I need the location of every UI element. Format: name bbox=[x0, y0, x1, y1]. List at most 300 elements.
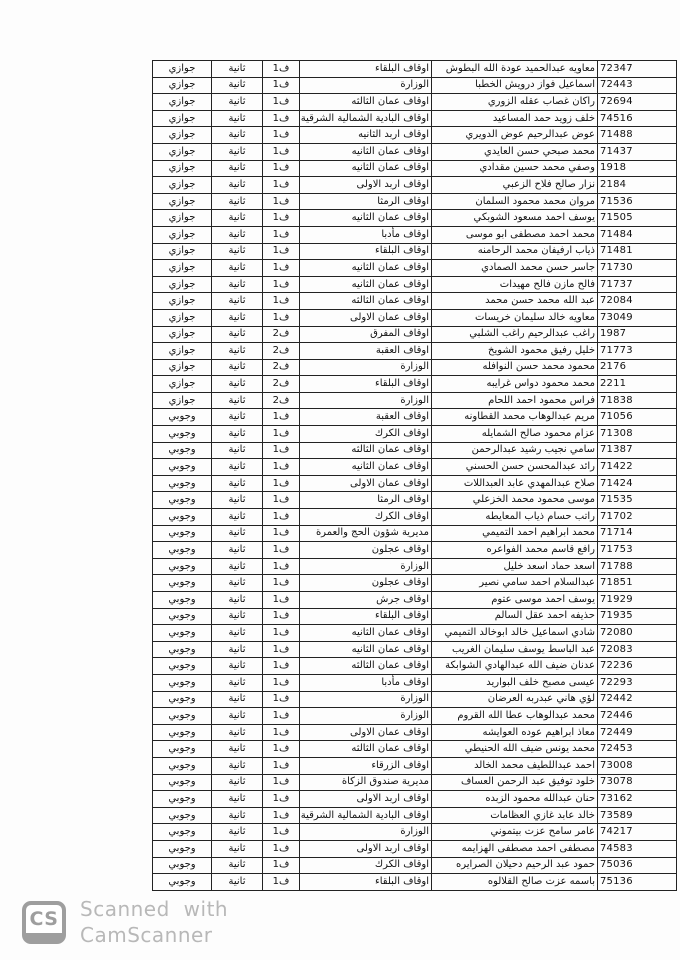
cell-employee-number: 72453 bbox=[598, 741, 677, 758]
cell-employee-number: 73049 bbox=[598, 309, 677, 326]
cell-employee-number: 72449 bbox=[598, 724, 677, 741]
cell-status: جوازي bbox=[153, 61, 212, 78]
cell-status: جوازي bbox=[153, 143, 212, 160]
table-row bbox=[153, 791, 677, 808]
cell-grade: ثانية bbox=[212, 94, 263, 111]
cell-employee-name: عبدالسلام احمد سامي نصير bbox=[432, 575, 598, 592]
table-row bbox=[153, 824, 677, 841]
cell-category: ف1 bbox=[263, 475, 300, 492]
table-row bbox=[153, 708, 677, 725]
cell-employee-name: محمد يونس ضيف الله الحنيطي bbox=[432, 741, 598, 758]
cell-employee-number: 73008 bbox=[598, 757, 677, 774]
cell-employee-name: عبد الله محمد حسن محمد bbox=[432, 293, 598, 310]
cell-grade: ثانية bbox=[212, 61, 263, 78]
cell-directorate: الوزارة bbox=[300, 824, 432, 841]
cell-status: جوازي bbox=[153, 127, 212, 144]
cell-employee-name: عدنان ضيف الله عبدالهادي الشوابكة bbox=[432, 658, 598, 675]
cell-status: وجوبي bbox=[153, 459, 212, 476]
cell-category: ف1 bbox=[263, 807, 300, 824]
cell-employee-name: محمد ابراهيم احمد التميمي bbox=[432, 525, 598, 542]
cell-employee-name: جاسر حسن محمد الصمادي bbox=[432, 260, 598, 277]
cell-directorate: اوقاف العقبة bbox=[300, 409, 432, 426]
cell-grade: ثانية bbox=[212, 376, 263, 393]
cell-grade: ثانية bbox=[212, 575, 263, 592]
cell-grade: ثانية bbox=[212, 442, 263, 459]
cell-employee-number: 71838 bbox=[598, 392, 677, 409]
cell-category: ف1 bbox=[263, 509, 300, 526]
cell-category: ف2 bbox=[263, 343, 300, 360]
table-row bbox=[153, 94, 677, 111]
cell-directorate: اوقاف عمان الثالثه bbox=[300, 741, 432, 758]
cell-employee-name: راتب حسام ذياب المعايطه bbox=[432, 509, 598, 526]
cell-employee-number: 71929 bbox=[598, 592, 677, 609]
cell-employee-number: 71773 bbox=[598, 343, 677, 360]
cell-directorate: اوقاف عمان الثانيه bbox=[300, 625, 432, 642]
cell-status: وجوبي bbox=[153, 874, 212, 891]
cell-employee-name: حمود عبد الرحيم دحيلان الصرايره bbox=[432, 857, 598, 874]
cell-employee-name: رائد عبدالمحسن حسن الحسني bbox=[432, 459, 598, 476]
cell-employee-name: رافع قاسم محمد الفواعره bbox=[432, 542, 598, 559]
cell-directorate: مديرية شؤون الحج والعمرة bbox=[300, 525, 432, 542]
cell-category: ف1 bbox=[263, 608, 300, 625]
table-row bbox=[153, 658, 677, 675]
cell-directorate: اوقاف البادية الشمالية الشرقية bbox=[300, 807, 432, 824]
cell-grade: ثانية bbox=[212, 359, 263, 376]
cell-employee-number: 2184 bbox=[598, 177, 677, 194]
cell-category: ف1 bbox=[263, 61, 300, 78]
cell-employee-number: 71851 bbox=[598, 575, 677, 592]
cell-status: وجوبي bbox=[153, 791, 212, 808]
cell-employee-name: اسعد حماد اسعد خليل bbox=[432, 558, 598, 575]
table-row bbox=[153, 840, 677, 857]
cell-employee-number: 71702 bbox=[598, 509, 677, 526]
cell-grade: ثانية bbox=[212, 143, 263, 160]
table-row bbox=[153, 193, 677, 210]
cell-employee-number: 73162 bbox=[598, 791, 677, 808]
cell-grade: ثانية bbox=[212, 243, 263, 260]
table-row bbox=[153, 459, 677, 476]
camscanner-logo-icon bbox=[22, 901, 66, 944]
cell-status: وجوبي bbox=[153, 741, 212, 758]
cell-status: وجوبي bbox=[153, 542, 212, 559]
table-row bbox=[153, 326, 677, 343]
cell-status: جوازي bbox=[153, 376, 212, 393]
table-row bbox=[153, 509, 677, 526]
cell-category: ف1 bbox=[263, 741, 300, 758]
cell-employee-name: مصطفى احمد مصطفى الهزايمه bbox=[432, 840, 598, 857]
cell-employee-number: 71484 bbox=[598, 226, 677, 243]
cell-grade: ثانية bbox=[212, 426, 263, 443]
table-row bbox=[153, 741, 677, 758]
cell-grade: ثانية bbox=[212, 724, 263, 741]
cell-status: وجوبي bbox=[153, 509, 212, 526]
cell-employee-number: 72083 bbox=[598, 641, 677, 658]
cell-category: ف2 bbox=[263, 376, 300, 393]
cell-employee-name: لؤي هاني عبدربه العرضان bbox=[432, 691, 598, 708]
cell-category: ف1 bbox=[263, 641, 300, 658]
cell-employee-number: 1987 bbox=[598, 326, 677, 343]
cell-directorate: اوقاف اربد الاولى bbox=[300, 791, 432, 808]
cell-employee-number: 71437 bbox=[598, 143, 677, 160]
table-body bbox=[153, 61, 677, 891]
cell-directorate: اوقاف البلقاء bbox=[300, 874, 432, 891]
cell-employee-number: 72446 bbox=[598, 708, 677, 725]
cell-grade: ثانية bbox=[212, 641, 263, 658]
cell-directorate: اوقاف الزرقاء bbox=[300, 757, 432, 774]
cell-grade: ثانية bbox=[212, 874, 263, 891]
cell-employee-name: خلف زويد حمد المساعيد bbox=[432, 110, 598, 127]
table-row bbox=[153, 475, 677, 492]
cell-directorate: اوقاف اربد الاولى bbox=[300, 177, 432, 194]
cell-employee-name: فراس محمود احمد اللحام bbox=[432, 392, 598, 409]
table-row bbox=[153, 608, 677, 625]
employee-table-container bbox=[152, 60, 647, 891]
cell-directorate: اوقاف البلقاء bbox=[300, 243, 432, 260]
cell-status: وجوبي bbox=[153, 525, 212, 542]
cell-category: ف2 bbox=[263, 392, 300, 409]
cell-directorate: اوقاف مأدبا bbox=[300, 226, 432, 243]
cell-directorate: اوقاف البادية الشمالية الشرقية bbox=[300, 110, 432, 127]
cell-employee-number: 73078 bbox=[598, 774, 677, 791]
cell-employee-name: عزام محمود صالح الشمايله bbox=[432, 426, 598, 443]
cell-category: ف1 bbox=[263, 276, 300, 293]
cell-grade: ثانية bbox=[212, 525, 263, 542]
table-row bbox=[153, 110, 677, 127]
cell-status: وجوبي bbox=[153, 840, 212, 857]
cell-employee-number: 72694 bbox=[598, 94, 677, 111]
cell-status: وجوبي bbox=[153, 641, 212, 658]
cell-category: ف1 bbox=[263, 658, 300, 675]
cell-category: ف1 bbox=[263, 575, 300, 592]
cell-status: جوازي bbox=[153, 210, 212, 227]
cell-directorate: اوقاف العقبة bbox=[300, 343, 432, 360]
cell-employee-name: موسى محمود محمد الخزعلي bbox=[432, 492, 598, 509]
cell-status: جوازي bbox=[153, 309, 212, 326]
cell-directorate: اوقاف جرش bbox=[300, 592, 432, 609]
cell-grade: ثانية bbox=[212, 210, 263, 227]
cell-employee-name: شادي اسماعيل خالد ابوخالد التميمي bbox=[432, 625, 598, 642]
cell-grade: ثانية bbox=[212, 741, 263, 758]
cell-category: ف1 bbox=[263, 442, 300, 459]
cell-employee-number: 71424 bbox=[598, 475, 677, 492]
cell-grade: ثانية bbox=[212, 409, 263, 426]
cell-employee-name: معاويه عبدالحميد عودة الله البطوش bbox=[432, 61, 598, 78]
table-row bbox=[153, 61, 677, 78]
cell-category: ف1 bbox=[263, 226, 300, 243]
table-row bbox=[153, 143, 677, 160]
cell-status: جوازي bbox=[153, 260, 212, 277]
cell-employee-number: 71714 bbox=[598, 525, 677, 542]
cell-grade: ثانية bbox=[212, 824, 263, 841]
cell-category: ف1 bbox=[263, 77, 300, 94]
cell-directorate: اوقاف المفرق bbox=[300, 326, 432, 343]
cell-category: ف1 bbox=[263, 210, 300, 227]
cell-employee-number: 74583 bbox=[598, 840, 677, 857]
cell-category: ف1 bbox=[263, 840, 300, 857]
cell-employee-number: 74217 bbox=[598, 824, 677, 841]
cell-category: ف2 bbox=[263, 326, 300, 343]
cell-employee-number: 71536 bbox=[598, 193, 677, 210]
cell-directorate: الوزارة bbox=[300, 691, 432, 708]
cell-employee-name: محمد صبحي حسن العايدي bbox=[432, 143, 598, 160]
cell-employee-number: 71056 bbox=[598, 409, 677, 426]
cell-category: ف1 bbox=[263, 724, 300, 741]
cell-grade: ثانية bbox=[212, 757, 263, 774]
cell-grade: ثانية bbox=[212, 110, 263, 127]
camscanner-logo-text: CS bbox=[29, 907, 59, 930]
cell-category: ف1 bbox=[263, 757, 300, 774]
cell-employee-number: 71387 bbox=[598, 442, 677, 459]
cell-category: ف1 bbox=[263, 293, 300, 310]
cell-status: وجوبي bbox=[153, 807, 212, 824]
table-row bbox=[153, 293, 677, 310]
table-row bbox=[153, 260, 677, 277]
cell-category: ف1 bbox=[263, 525, 300, 542]
cell-status: جوازي bbox=[153, 177, 212, 194]
cell-category: ف1 bbox=[263, 426, 300, 443]
cell-grade: ثانية bbox=[212, 309, 263, 326]
cell-directorate: اوقاف عمان الثانيه bbox=[300, 160, 432, 177]
cell-directorate: اوقاف عمان الاولى bbox=[300, 724, 432, 741]
table-row bbox=[153, 625, 677, 642]
cell-employee-name: راكان غصاب عقله الزوري bbox=[432, 94, 598, 111]
cell-category: ف1 bbox=[263, 708, 300, 725]
cell-employee-number: 71422 bbox=[598, 459, 677, 476]
table-row bbox=[153, 674, 677, 691]
cell-directorate: مديرية صندوق الزكاة bbox=[300, 774, 432, 791]
cell-employee-number: 75136 bbox=[598, 874, 677, 891]
cell-category: ف1 bbox=[263, 127, 300, 144]
cell-directorate: اوقاف عجلون bbox=[300, 542, 432, 559]
cell-status: جوازي bbox=[153, 276, 212, 293]
cell-status: جوازي bbox=[153, 160, 212, 177]
cell-status: جوازي bbox=[153, 326, 212, 343]
cell-directorate: اوقاف الكرك bbox=[300, 857, 432, 874]
cell-grade: ثانية bbox=[212, 807, 263, 824]
table-row bbox=[153, 426, 677, 443]
cell-employee-number: 71935 bbox=[598, 608, 677, 625]
cell-status: جوازي bbox=[153, 243, 212, 260]
cell-category: ف2 bbox=[263, 359, 300, 376]
table-row bbox=[153, 492, 677, 509]
cell-grade: ثانية bbox=[212, 608, 263, 625]
cell-grade: ثانية bbox=[212, 177, 263, 194]
cell-employee-name: عوض عبدالرحيم عوض الدويري bbox=[432, 127, 598, 144]
cell-status: وجوبي bbox=[153, 558, 212, 575]
cell-employee-number: 73589 bbox=[598, 807, 677, 824]
table-row bbox=[153, 575, 677, 592]
cell-grade: ثانية bbox=[212, 708, 263, 725]
cell-directorate: اوقاف عمان الثالثه bbox=[300, 293, 432, 310]
watermark-text bbox=[80, 896, 228, 948]
cell-employee-number: 71730 bbox=[598, 260, 677, 277]
cell-grade: ثانية bbox=[212, 658, 263, 675]
cell-status: وجوبي bbox=[153, 674, 212, 691]
cell-grade: ثانية bbox=[212, 791, 263, 808]
cell-category: ف1 bbox=[263, 459, 300, 476]
cell-category: ف1 bbox=[263, 260, 300, 277]
cell-employee-number: 72347 bbox=[598, 61, 677, 78]
cell-category: ف1 bbox=[263, 691, 300, 708]
cell-directorate: اوقاف مأدبا bbox=[300, 674, 432, 691]
cell-grade: ثانية bbox=[212, 276, 263, 293]
table-row bbox=[153, 525, 677, 542]
cell-employee-name: سامي نجيب رشيد عبدالرحمن bbox=[432, 442, 598, 459]
cell-directorate: اوقاف الكرك bbox=[300, 509, 432, 526]
cell-employee-name: وصفي محمد حسين مقدادي bbox=[432, 160, 598, 177]
cell-employee-number: 71737 bbox=[598, 276, 677, 293]
cell-directorate: الوزارة bbox=[300, 558, 432, 575]
cell-directorate: اوقاف عمان الاولى bbox=[300, 309, 432, 326]
cell-grade: ثانية bbox=[212, 542, 263, 559]
table-row bbox=[153, 641, 677, 658]
cell-category: ف1 bbox=[263, 177, 300, 194]
cell-employee-number: 2176 bbox=[598, 359, 677, 376]
cell-status: وجوبي bbox=[153, 824, 212, 841]
cell-grade: ثانية bbox=[212, 459, 263, 476]
cell-employee-name: محمد محمود دواس غرايبه bbox=[432, 376, 598, 393]
cell-employee-name: حنان عبدالله محمود الزبده bbox=[432, 791, 598, 808]
cell-grade: ثانية bbox=[212, 674, 263, 691]
cell-employee-number: 71535 bbox=[598, 492, 677, 509]
table-row bbox=[153, 177, 677, 194]
cell-status: وجوبي bbox=[153, 475, 212, 492]
cell-grade: ثانية bbox=[212, 475, 263, 492]
cell-status: جوازي bbox=[153, 110, 212, 127]
cell-status: جوازي bbox=[153, 94, 212, 111]
cell-category: ف1 bbox=[263, 791, 300, 808]
cell-directorate: اوقاف الكرك bbox=[300, 426, 432, 443]
table-row bbox=[153, 160, 677, 177]
table-row bbox=[153, 558, 677, 575]
cell-grade: ثانية bbox=[212, 840, 263, 857]
cell-category: ف1 bbox=[263, 94, 300, 111]
cell-category: ف1 bbox=[263, 160, 300, 177]
cell-category: ف1 bbox=[263, 110, 300, 127]
cell-employee-name: محمد احمد مصطفى ابو موسى bbox=[432, 226, 598, 243]
cell-grade: ثانية bbox=[212, 127, 263, 144]
cell-employee-number: 74516 bbox=[598, 110, 677, 127]
cell-employee-name: ذياب ارفيفان محمد الرحامنه bbox=[432, 243, 598, 260]
cell-directorate: اوقاف عمان الثانيه bbox=[300, 210, 432, 227]
cell-status: وجوبي bbox=[153, 857, 212, 874]
cell-directorate: اوقاف اربد الثانيه bbox=[300, 127, 432, 144]
watermark-line1: Scanned with bbox=[80, 897, 229, 921]
cell-employee-number: 71505 bbox=[598, 210, 677, 227]
cell-category: ف1 bbox=[263, 824, 300, 841]
cell-directorate: الوزارة bbox=[300, 392, 432, 409]
table-row bbox=[153, 542, 677, 559]
cell-directorate: الوزارة bbox=[300, 359, 432, 376]
cell-employee-name: محمد عبدالوهاب عطا الله القروم bbox=[432, 708, 598, 725]
cell-directorate: اوقاف البلقاء bbox=[300, 376, 432, 393]
cell-employee-name: خليل رفيق محمود الشويخ bbox=[432, 343, 598, 360]
cell-directorate: اوقاف البلقاء bbox=[300, 61, 432, 78]
table-row bbox=[153, 857, 677, 874]
cell-category: ف1 bbox=[263, 592, 300, 609]
cell-directorate: اوقاف عمان الثانيه bbox=[300, 276, 432, 293]
cell-employee-name: راغب عبدالرحيم راغب الشلبي bbox=[432, 326, 598, 343]
cell-grade: ثانية bbox=[212, 226, 263, 243]
cell-employee-name: فالح مازن فالح مهيدات bbox=[432, 276, 598, 293]
cell-employee-number: 72236 bbox=[598, 658, 677, 675]
cell-status: وجوبي bbox=[153, 608, 212, 625]
cell-directorate: اوقاف عمان الثانيه bbox=[300, 143, 432, 160]
cell-grade: ثانية bbox=[212, 293, 263, 310]
cell-grade: ثانية bbox=[212, 625, 263, 642]
cell-status: وجوبي bbox=[153, 724, 212, 741]
cell-grade: ثانية bbox=[212, 691, 263, 708]
cell-employee-name: مروان محمد محمود السلمان bbox=[432, 193, 598, 210]
cell-grade: ثانية bbox=[212, 857, 263, 874]
cell-employee-number: 71308 bbox=[598, 426, 677, 443]
cell-employee-name: احمد عبداللطيف محمد الخالد bbox=[432, 757, 598, 774]
cell-category: ف1 bbox=[263, 243, 300, 260]
cell-status: جوازي bbox=[153, 77, 212, 94]
cell-category: ف1 bbox=[263, 309, 300, 326]
table-row bbox=[153, 442, 677, 459]
cell-employee-name: محمود محمد حسن النوافله bbox=[432, 359, 598, 376]
cell-directorate: اوقاف اربد الاولى bbox=[300, 840, 432, 857]
cell-category: ف1 bbox=[263, 409, 300, 426]
cell-status: وجوبي bbox=[153, 708, 212, 725]
cell-status: وجوبي bbox=[153, 658, 212, 675]
cell-directorate: الوزارة bbox=[300, 708, 432, 725]
cell-employee-number: 71488 bbox=[598, 127, 677, 144]
cell-category: ف1 bbox=[263, 492, 300, 509]
cell-category: ف1 bbox=[263, 625, 300, 642]
cell-grade: ثانية bbox=[212, 392, 263, 409]
table-row bbox=[153, 127, 677, 144]
cell-status: وجوبي bbox=[153, 426, 212, 443]
table-row bbox=[153, 376, 677, 393]
employee-table bbox=[152, 60, 677, 891]
cell-employee-name: حذيفه احمد عقل السالم bbox=[432, 608, 598, 625]
cell-employee-number: 1918 bbox=[598, 160, 677, 177]
cell-directorate: اوقاف عمان الثالثه bbox=[300, 94, 432, 111]
cell-employee-number: 2211 bbox=[598, 376, 677, 393]
cell-employee-number: 72293 bbox=[598, 674, 677, 691]
cell-directorate: اوقاف البلقاء bbox=[300, 608, 432, 625]
cell-employee-name: يوسف احمد موسى عتوم bbox=[432, 592, 598, 609]
cell-employee-number: 71788 bbox=[598, 558, 677, 575]
table-row bbox=[153, 392, 677, 409]
cell-category: ف1 bbox=[263, 857, 300, 874]
table-row bbox=[153, 276, 677, 293]
cell-grade: ثانية bbox=[212, 509, 263, 526]
cell-status: جوازي bbox=[153, 343, 212, 360]
cell-directorate: اوقاف عمان الاولى bbox=[300, 475, 432, 492]
cell-status: وجوبي bbox=[153, 575, 212, 592]
cell-status: جوازي bbox=[153, 392, 212, 409]
cell-grade: ثانية bbox=[212, 193, 263, 210]
cell-grade: ثانية bbox=[212, 558, 263, 575]
table-row bbox=[153, 226, 677, 243]
table-row bbox=[153, 757, 677, 774]
cell-grade: ثانية bbox=[212, 326, 263, 343]
table-row bbox=[153, 874, 677, 891]
cell-employee-name: معاويه خالد سليمان خريسات bbox=[432, 309, 598, 326]
cell-grade: ثانية bbox=[212, 592, 263, 609]
cell-directorate: اوقاف عمان الثانيه bbox=[300, 260, 432, 277]
table-row bbox=[153, 343, 677, 360]
cell-directorate: اوقاف عجلون bbox=[300, 575, 432, 592]
camscanner-watermark bbox=[22, 898, 228, 946]
cell-employee-name: خلود توفيق عبد الرحمن العساف bbox=[432, 774, 598, 791]
cell-grade: ثانية bbox=[212, 260, 263, 277]
cell-directorate: اوقاف الرمثا bbox=[300, 193, 432, 210]
watermark-line2: CamScanner bbox=[80, 923, 213, 947]
